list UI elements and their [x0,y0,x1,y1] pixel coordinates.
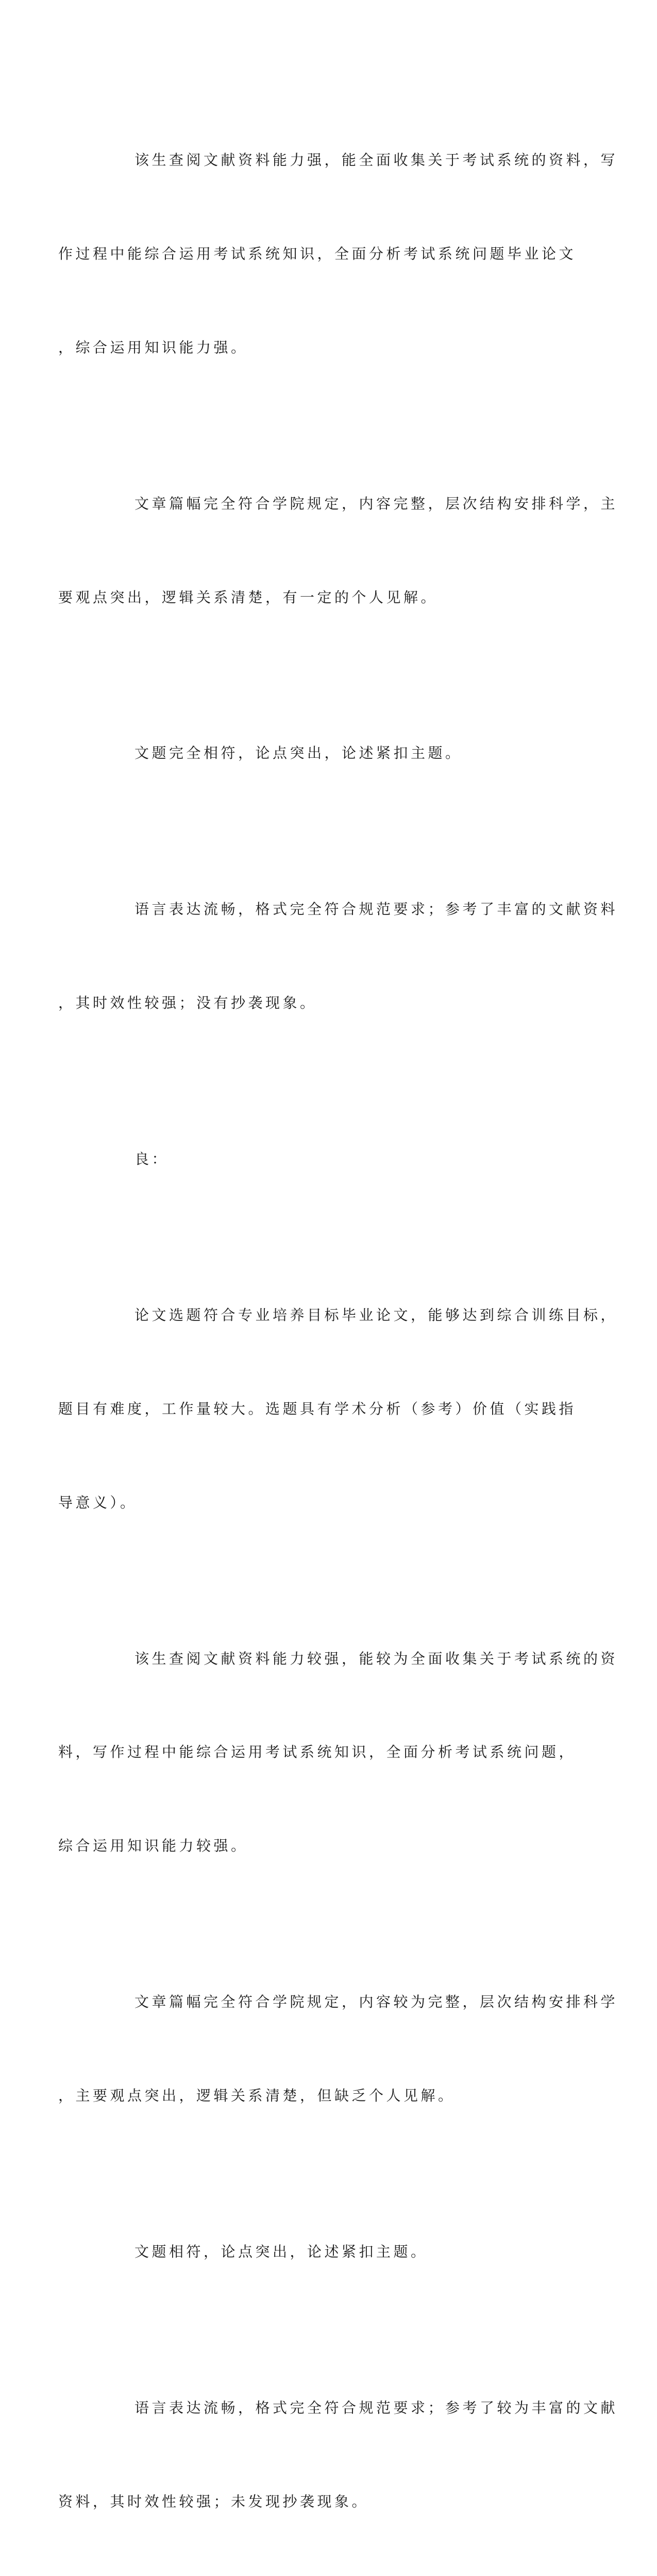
text-line: 该生查阅文献资料能力强，能全面收集关于考试系统的资料，写 [134,151,618,169]
text-line: 作过程中能综合运用考试系统知识，全面分析考试系统问题毕业论文 [58,245,577,262]
paragraph [58,2330,618,2576]
text-line: 论文选题符合专业培养目标毕业论文，能够达到综合训练目标， [134,1307,618,1324]
paragraph [58,1581,618,1925]
paragraph [96,2174,560,2330]
text-line: ，综合运用知识能力强。 [58,338,248,356]
paragraph [58,1238,618,1581]
text-line: 料，写作过程中能综合运用考试系统知识，全面分析考试系统问题， [58,1743,577,1761]
text-line: 导意义）。 [58,1494,138,1511]
text-line: 该生查阅文献资料能力较强，能较为全面收集关于考试系统的资 [134,1650,618,1667]
text-line: 语言表达流畅，格式完全符合规范要求；参考了较为丰富的文献 [134,2399,618,2416]
text-line: 文章篇幅完全符合学院规定，内容较为完整，层次结构安排科学 [134,1993,618,2011]
text-line: 文题相符，论点突出，论述紧扣主题。 [134,2243,428,2260]
text-line: 要观点突出，逻辑关系清楚，有一定的个人见解。 [58,588,439,606]
paragraph [58,426,618,676]
text-line: 资料，其时效性较强；未发现抄袭现象。 [58,2493,369,2510]
text-line: ，主要观点突出，逻辑关系清楚，但缺乏个人见解。 [58,2087,456,2104]
text-line: 文章篇幅完全符合学院规定，内容完整，层次结构安排科学，主 [134,495,618,512]
paragraph [58,82,618,426]
paragraph [96,675,560,832]
text-line: 文题完全相符，论点突出，论述紧扣主题。 [134,744,463,762]
grade-heading [96,1081,560,1238]
text-line: ，其时效性较强；没有抄袭现象。 [58,994,317,1012]
text-line: 良： [134,1150,170,1168]
paragraph [58,832,618,1081]
text-line: 综合运用知识能力较强。 [58,1837,248,1855]
paragraph [58,1924,618,2174]
text-line: 题目有难度，工作量较大。选题具有学术分析（参考）价值（实践指 [58,1400,577,1417]
body-text [58,82,618,2510]
text-line: 语言表达流畅，格式完全符合规范要求；参考了丰富的文献资料 [134,901,618,918]
